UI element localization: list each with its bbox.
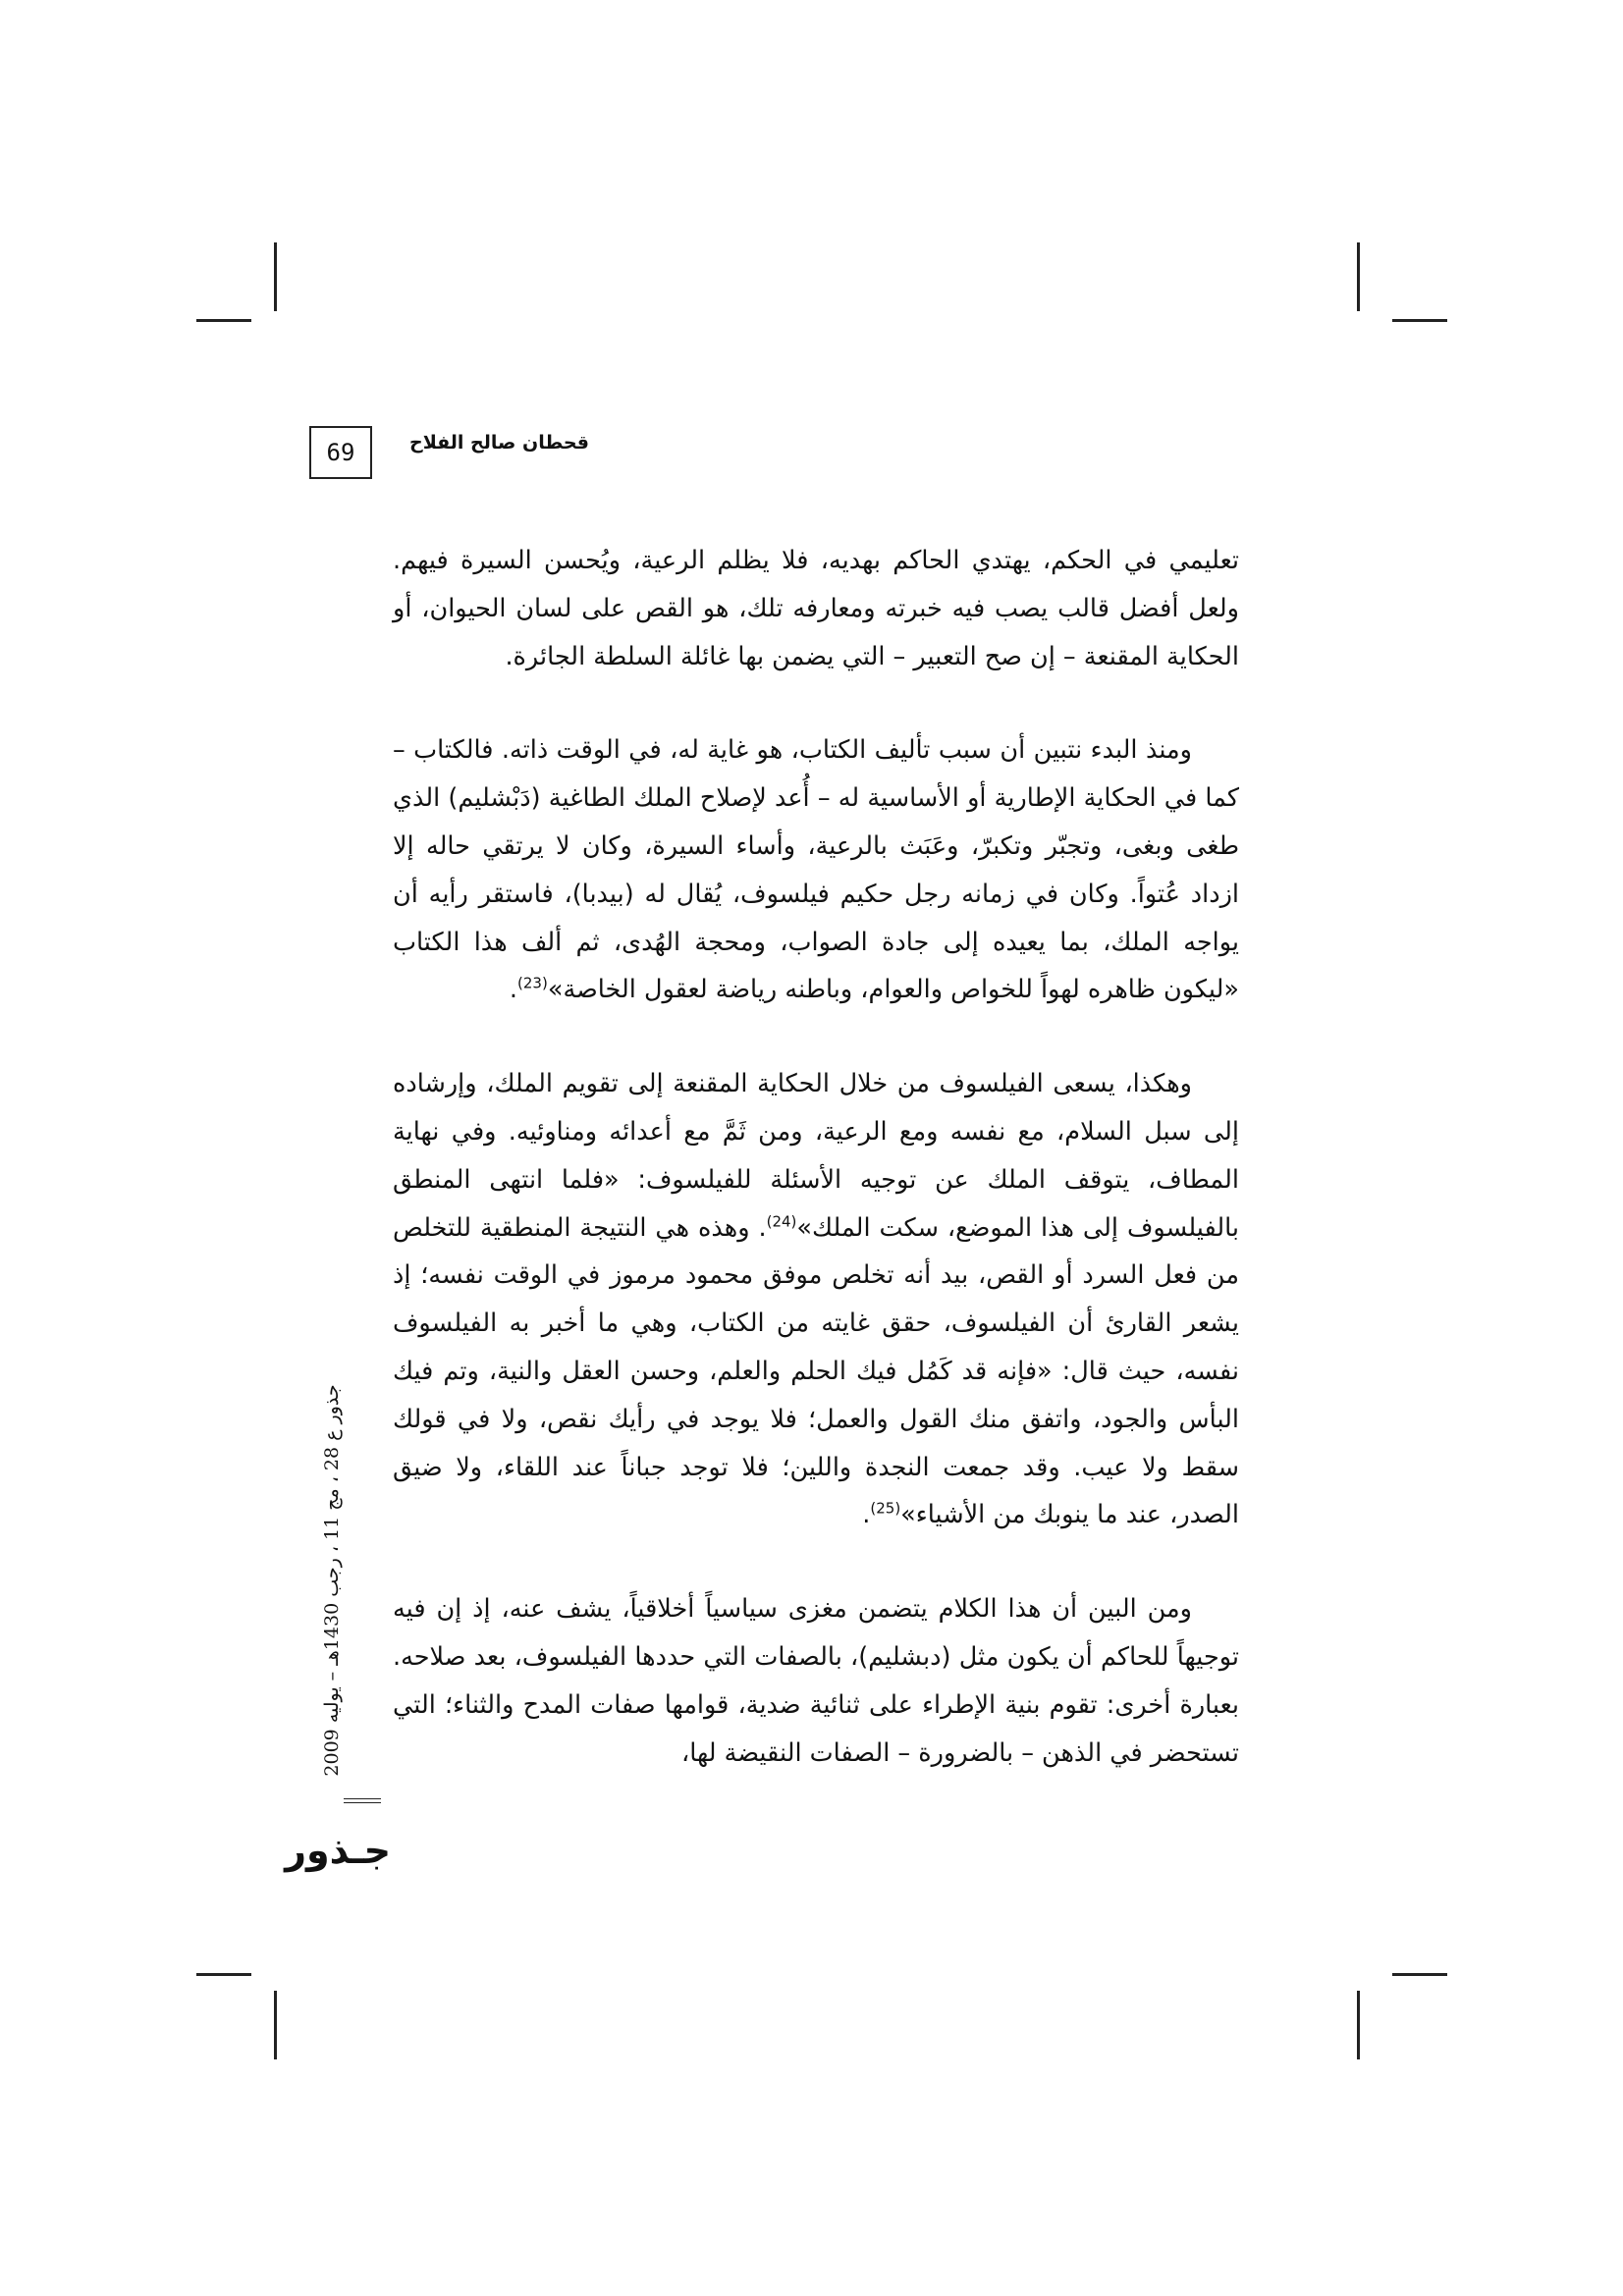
- crop-mark-top-right-horizontal: [1392, 319, 1447, 322]
- journal-divider: [344, 1798, 381, 1803]
- crop-mark-bottom-left-horizontal: [196, 1973, 251, 1976]
- paragraph-continued: تعليمي في الحكم، يهتدي الحاكم بهديه، فلا يظلم الرعية، ويُحسن السيرة فيهم. ولعل أفضل قالب يصب فيه خبرته ومعارفه تلك، هو القص على لسان الحيوان، أو الحكاية المقنعة – إن صح التعبير – التي يضمن بها غائلة السلطة الجائرة.: [393, 546, 1239, 671]
- paragraph-philosopher: [393, 1060, 1239, 1539]
- paragraph-political-meaning: ومن البين أن هذا الكلام يتضمن مغزى سياسياً أخلاقياً، يشف عنه، إذ إن فيه توجيهاً للحاكم أن يكون مثل (دبشليم)، بالصفات التي حددها الفيلسوف، بعد صلاحه. بعبارة أخرى: تقوم بنية الإطراء على ثنائية ضدية، قوامها صفات المدح والثناء؛ التي تستحضر في الذهن – بالضرورة – الصفات النقيضة لها،: [393, 1594, 1239, 1768]
- footnote-ref-25[interactable]: (25): [870, 1499, 901, 1518]
- crop-mark-top-left-vertical: [274, 242, 277, 311]
- crop-mark-bottom-left-vertical: [274, 1991, 277, 2059]
- paragraph-text: ومنذ البدء نتبين أن سبب تأليف الكتاب، هو غاية له، في الوقت ذاته. فالكتاب – كما في الحكاية الإطارية أو الأساسية له – أُعد لإصلاح الملك الطاغية (دَبْشليم) الذي طغى وبغى، وتجبّر وتكبرّ، وعَبَث بالرعية، وأساء السيرة، وكان لا يرتقي حاله إلا ازداد عُتواً. وكان في زمانه رجل حكيم فيلسوف، يُقال له (بيدبا)، فاستقر رأيه أن يواجه الملك، بما يعيده إلى جادة الصواب، ومحجة الهُدى، ثم ألف هذا الكتاب «ليكون ظاهره لهواً للخواص والعوام، وباطنه رياضة لعقول الخاصة»: [393, 735, 1239, 1005]
- sentence-period: .: [862, 1500, 871, 1530]
- footnote-ref-24[interactable]: (24): [766, 1212, 797, 1231]
- crop-mark-top-left-horizontal: [196, 319, 251, 322]
- article-body: [393, 537, 1239, 1823]
- sentence-period: .: [509, 975, 518, 1005]
- crop-mark-bottom-right-horizontal: [1392, 1973, 1447, 1976]
- paragraph-book-purpose: [393, 726, 1239, 1014]
- crop-mark-bottom-right-vertical: [1357, 1991, 1360, 2059]
- running-head-author: قحطان صالح الفلاح: [409, 432, 589, 454]
- page-number: 69: [309, 426, 372, 479]
- paragraph-text-continued: . وهذه هي النتيجة المنطقية للتخلص من فعل السرد أو القص، بيد أنه تخلص موفق محمود مرموز في الوقت نفسه؛ إذ يشعر القارئ أن الفيلسوف، حقق غايته من الكتاب، وهي ما أخبر به الفيلسوف نفسه، حيث قال: «فإنه قد كَمُل فيك الحلم والعلم، وحسن العقل والنية، وتم فيك البأس والجود، واتفق منك القول والعمل؛ فلا يوجد في رأيك نقص، ولا في قولك سقط ولا عيب. وقد جمعت النجدة واللين؛ فلا توجد جباناً عند اللقاء، ولا ضيق الصدر، عند ما ينوبك من الأشياء»: [393, 1212, 1239, 1530]
- crop-mark-top-right-vertical: [1357, 242, 1360, 311]
- journal-logo: جـذور: [285, 1829, 391, 1872]
- journal-issue-info: جذور ع 28 ، مج 11 ، رجب 1430هـ – يوليه 2009: [321, 1384, 343, 1777]
- paragraph-text: وهكذا، يسعى الفيلسوف من خلال الحكاية المقنعة إلى تقويم الملك، وإرشاده إلى سبل السلام، مع نفسه ومع الرعية، ومن ثَمَّ مع أعدائه ومناوئيه. وفي نهاية المطاف، يتوقف الملك عن توجيه الأسئلة للفيلسوف: «فلما انتهى المنطق بالفيلسوف إلى هذا الموضع، سكت الملك»: [393, 1069, 1239, 1243]
- footnote-ref-23[interactable]: (23): [517, 974, 548, 992]
